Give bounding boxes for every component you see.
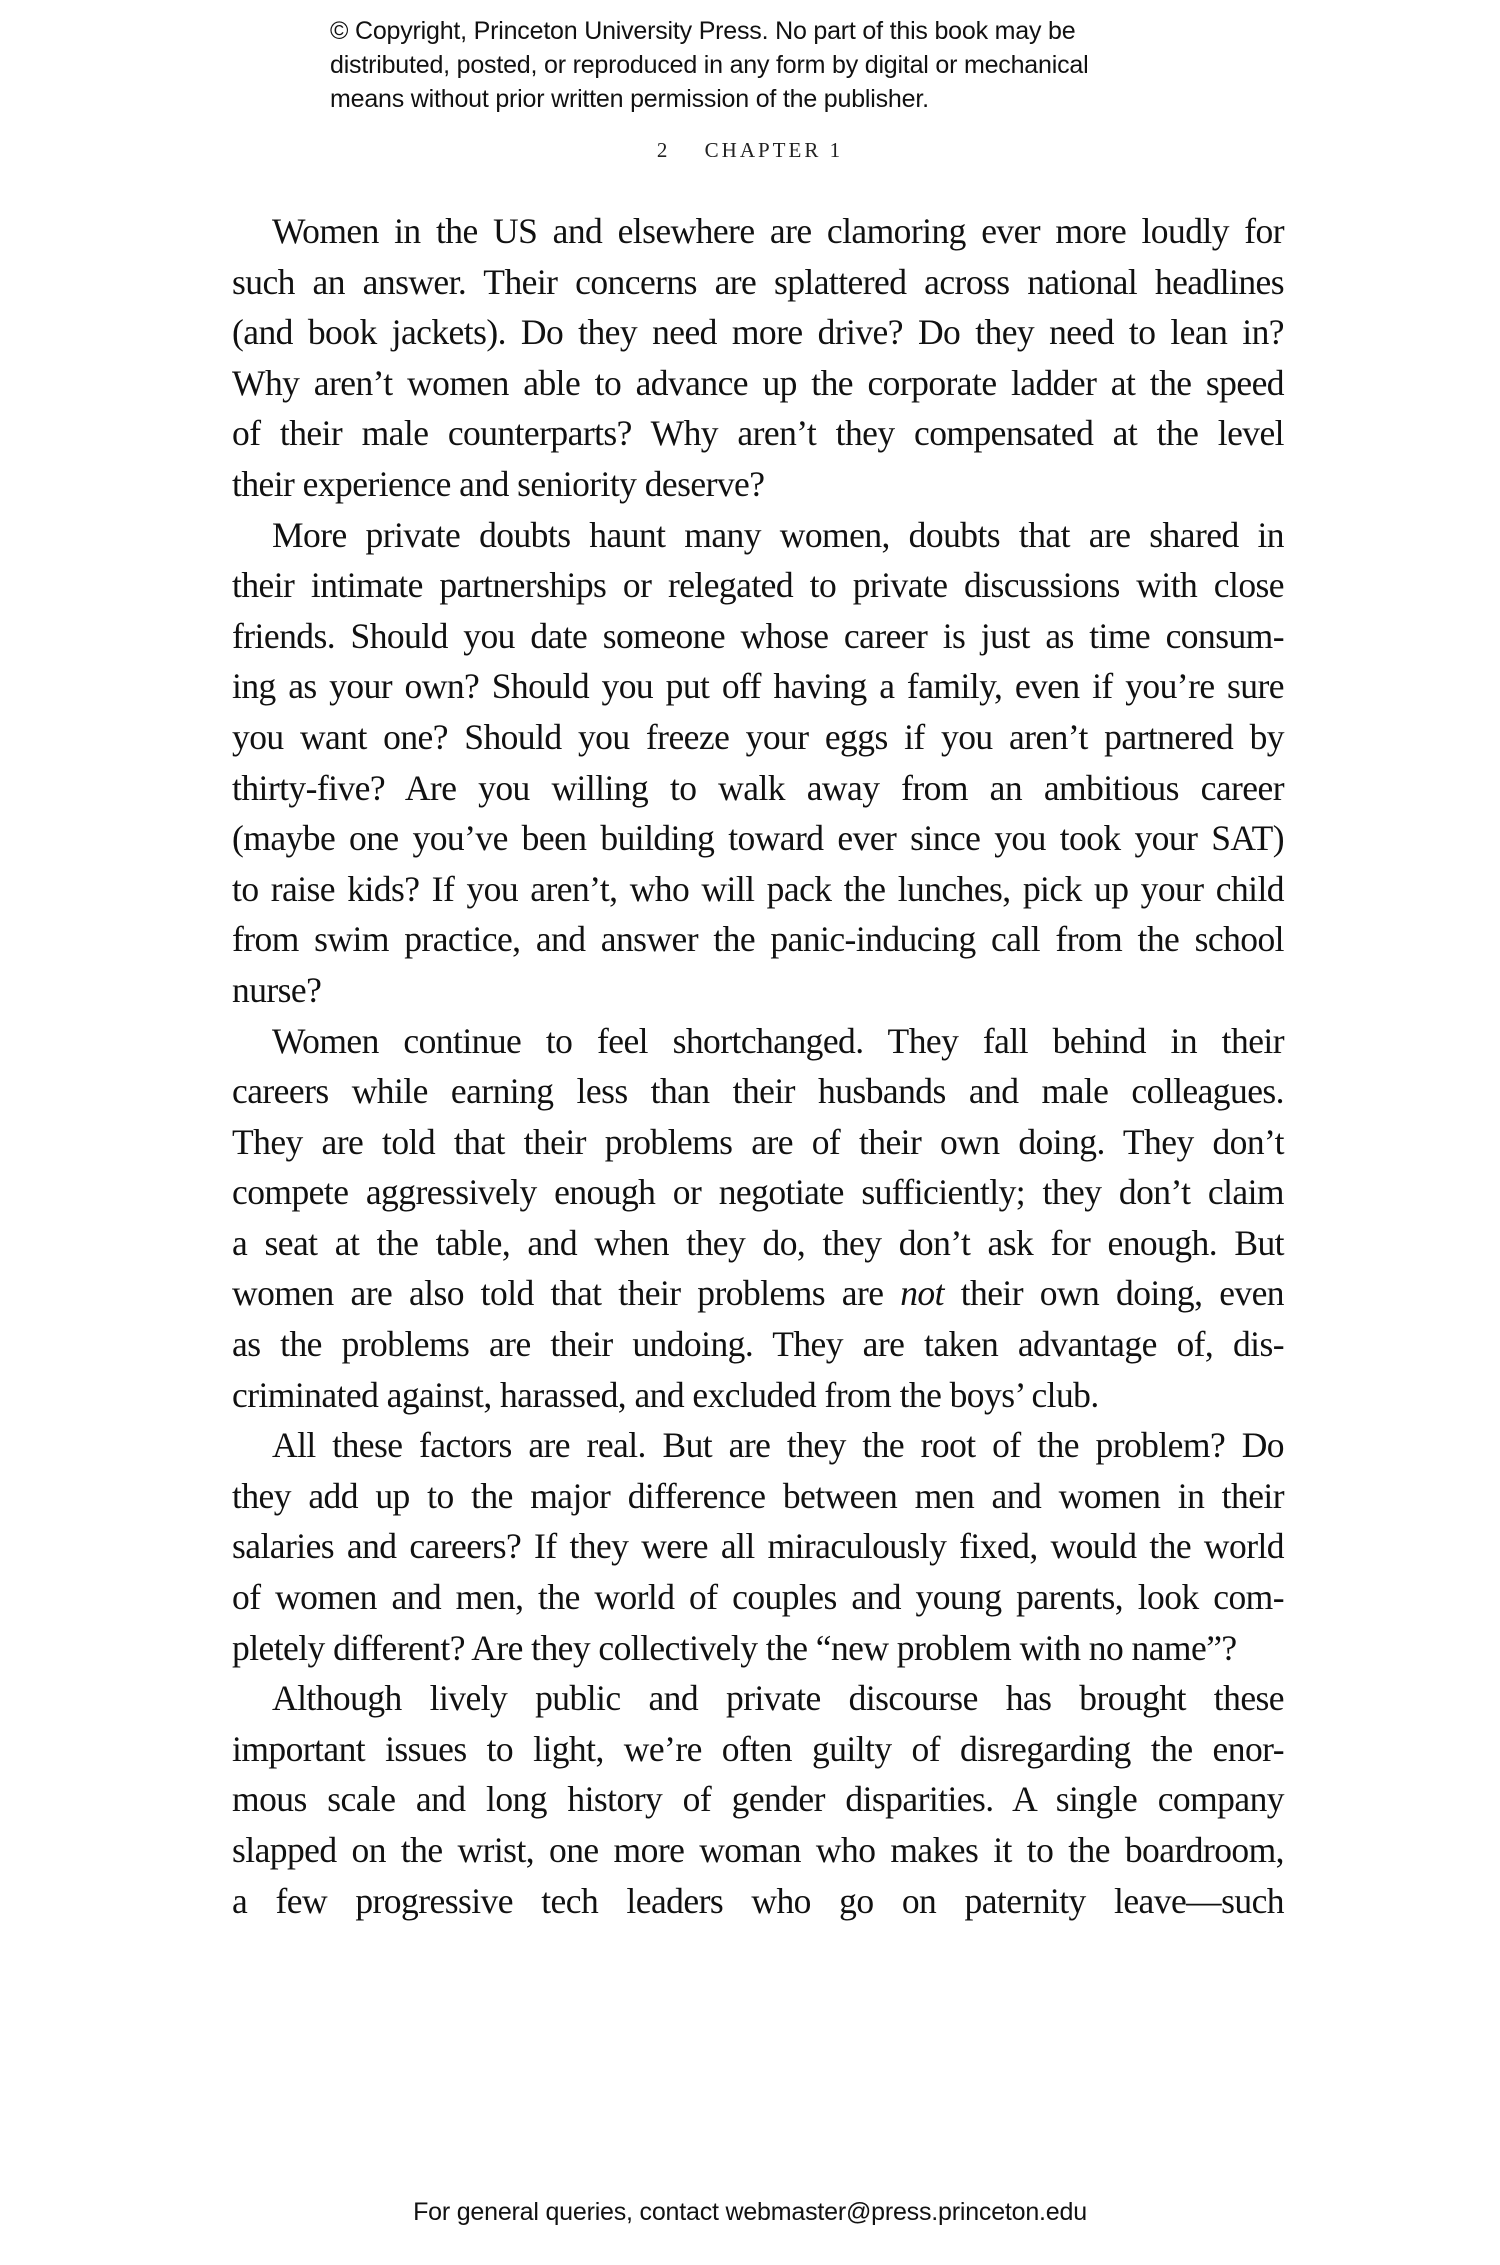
text-run: women are also told that their problems are: [232, 1273, 901, 1314]
copyright-notice: [330, 14, 1210, 116]
paragraph: [232, 510, 1284, 1016]
copyright-line: distributed, posted, or reproduced in any form by digital or mechanical: [330, 51, 1089, 79]
text-line: of their male counterparts? Why aren’t they compensated at the level: [232, 413, 1284, 454]
copyright-line: means without prior written permission of the publisher.: [330, 85, 929, 113]
text-line: as the problems are their undoing. They are taken advantage of, dis-: [232, 1324, 1284, 1365]
text-run: their own doing, even: [943, 1273, 1285, 1314]
text-line: Why aren’t women able to advance up the corporate ladder at the speed: [232, 362, 1284, 403]
text-line: They are told that their problems are of their own doing. They don’t: [232, 1121, 1284, 1162]
text-line: mous scale and long history of gender disparities. A single company: [232, 1779, 1284, 1820]
text-line: (and book jackets). Do they need more drive? Do they need to lean in?: [232, 312, 1284, 353]
text-line: ing as your own? Should you put off having a family, even if you’re sure: [232, 666, 1284, 707]
text-line: such an answer. Their concerns are splattered across national headlines: [232, 261, 1284, 302]
paragraph: [232, 1673, 1284, 1926]
text-line: you want one? Should you freeze your eggs if you aren’t partnered by: [232, 716, 1284, 757]
text-line: a few progressive tech leaders who go on paternity leave—such: [232, 1880, 1284, 1921]
text-line: thirty-five? Are you willing to walk away from an ambitious career: [232, 767, 1284, 808]
running-head: [0, 138, 1500, 163]
page-number: 2: [656, 138, 671, 162]
paragraph: [232, 206, 1284, 510]
text-line: they add up to the major difference between men and women in their: [232, 1475, 1284, 1516]
text-line: a seat at the table, and when they do, they don’t ask for enough. But: [232, 1222, 1284, 1263]
text-line: Women in the US and elsewhere are clamoring ever more loudly for: [272, 211, 1284, 251]
footer-contact: For general queries, contact webmaster@press.princeton.edu: [413, 2198, 1087, 2226]
paragraph: [232, 1016, 1284, 1421]
chapter-label: CHAPTER 1: [704, 138, 844, 162]
text-line: pletely different? Are they collectively the “new problem with no name”?: [232, 1627, 1237, 1668]
text-line: (maybe one you’ve been building toward ever since you took your SAT): [232, 818, 1284, 859]
text-line: Although lively public and private discourse has brought these: [272, 1678, 1284, 1719]
text-line: compete aggressively enough or negotiate sufficiently; they don’t claim: [232, 1172, 1284, 1213]
text-line: careers while earning less than their husbands and male colleagues.: [232, 1071, 1284, 1112]
text-line: More private doubts haunt many women, doubts that are shared in: [272, 514, 1284, 555]
text-line: [232, 1268, 1284, 1319]
text-line: friends. Should you date someone whose career is just as time consum-: [232, 615, 1284, 656]
text-line: to raise kids? If you aren’t, who will pack the lunches, pick up your child: [232, 868, 1284, 909]
text-line: their intimate partnerships or relegated to private discussions with close: [232, 565, 1284, 606]
text-line: salaries and careers? If they were all miraculously fixed, would the world: [232, 1526, 1284, 1567]
text-line: their experience and seniority deserve?: [232, 463, 765, 504]
text-line: All these factors are real. But are they the root of the problem? Do: [272, 1425, 1284, 1466]
copyright-line: © Copyright, Princeton University Press. No part of this book may be: [330, 17, 1076, 45]
text-line: criminated against, harassed, and excluded from the boys’ club.: [232, 1374, 1099, 1415]
text-line: slapped on the wrist, one more woman who makes it to the boardroom,: [232, 1830, 1284, 1870]
text-line: from swim practice, and answer the panic-inducing call from the school: [232, 919, 1284, 960]
text-line: nurse?: [232, 969, 322, 1010]
paragraph: [232, 1420, 1284, 1673]
text-line: important issues to light, we’re often guilty of disregarding the enor-: [232, 1728, 1284, 1769]
body-text: [232, 206, 1284, 1926]
text-line: of women and men, the world of couples and young parents, look com-: [232, 1577, 1284, 1618]
text-line: Women continue to feel shortchanged. They fall behind in their: [272, 1020, 1284, 1061]
emphasis-text: not: [900, 1273, 944, 1314]
